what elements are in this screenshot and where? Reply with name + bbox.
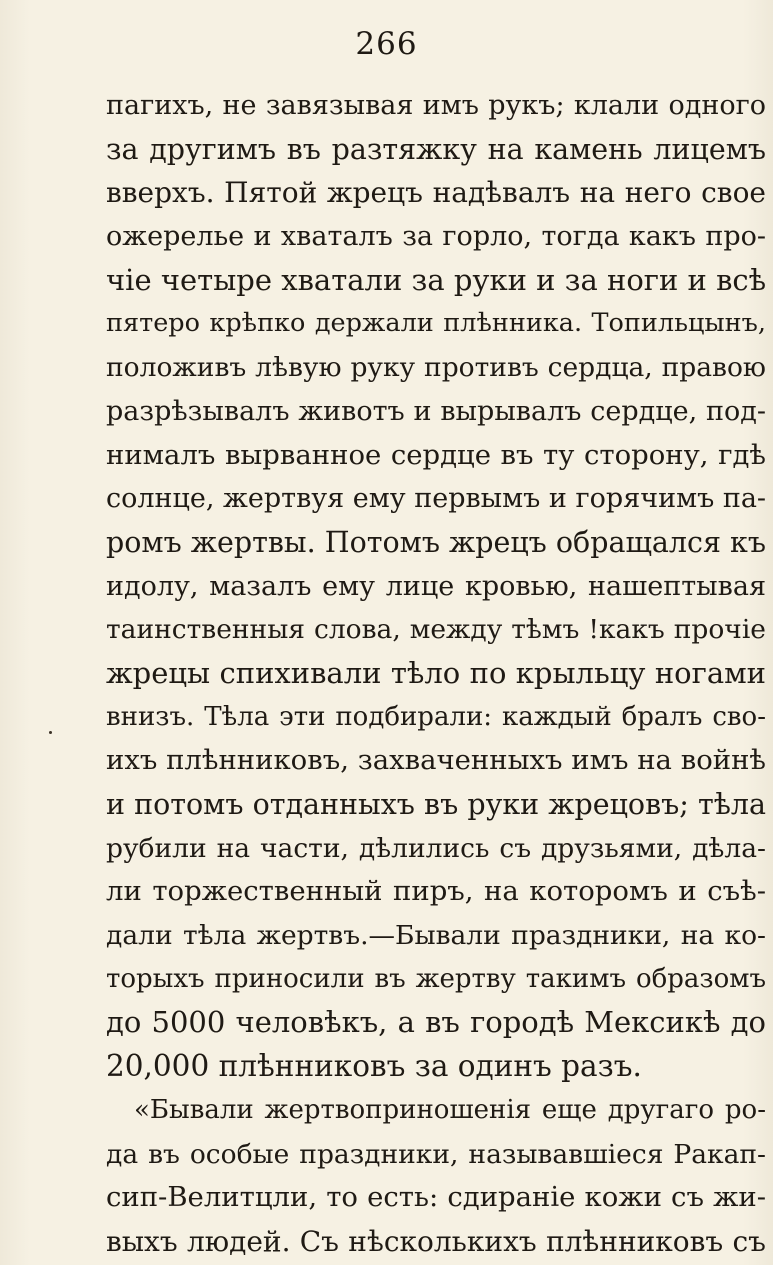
- text-line: разрѣзывалъ животъ и вырывалъ сердце, под-: [106, 395, 766, 427]
- text-line: за другимъ въ разтяжку на камень лицемъ: [106, 132, 766, 166]
- text-line: нималъ вырванное сердце въ ту сторону, гдѣ: [106, 438, 766, 471]
- text-line: пятеро крѣпко держали плѣнника. Топильцынъ,: [106, 308, 766, 339]
- text-line: выхъ людей. Съ нѣсколькихъ плѣнниковъ съ: [106, 1224, 766, 1258]
- text-line: солнце, жертвуя ему первымъ и горячимъ па-: [106, 483, 766, 515]
- text-line: вверхъ. Пятой жрецъ надѣвалъ на него свое: [106, 176, 766, 210]
- text-line: ожерелье и хваталъ за горло, тогда какъ про-: [106, 221, 766, 253]
- text-line: и потомъ отданныхъ въ руки жрецовъ; тѣла: [106, 788, 766, 821]
- text-line: жрецы спихивали тѣло по крыльцу ногами: [106, 655, 766, 690]
- text-line: внизъ. Тѣла эти подбирали: каждый бралъ сво-: [106, 701, 766, 732]
- ink-speck: [49, 731, 52, 734]
- page-number: 266: [355, 26, 418, 62]
- text-line: торыхъ приносили въ жертву такимъ образомъ: [106, 963, 766, 994]
- text-line: чіе четыре хватали за руки и за ноги и всѣ: [106, 262, 766, 297]
- body-text: [106, 84, 766, 1264]
- paragraph-end-line: 20,000 плѣнниковъ за одинъ разъ.: [106, 1049, 642, 1084]
- text-line: положивъ лѣвую руку противъ сердца, правою: [106, 352, 766, 384]
- text-line: дали тѣла жертвъ.—Бывали праздники, на ко-: [106, 920, 766, 952]
- text-line: до 5000 человѣкъ, а въ городѣ Мексикѣ до: [106, 1005, 766, 1040]
- text-line: ихъ плѣнниковъ, захваченныхъ имъ на войнѣ: [106, 744, 766, 777]
- text-line: ли торжественный пиръ, на которомъ и съѣ-: [106, 875, 766, 908]
- paragraph-start-line: «Бывали жертвоприношенія еще другаго ро-: [134, 1094, 766, 1125]
- text-line: пагихъ, не завязывая имъ рукъ; клали одного: [106, 90, 766, 121]
- text-line: таинственныя слова, между тѣмъ !какъ прочіе: [106, 614, 766, 646]
- text-line: идолу, мазалъ ему лице кровью, нашептывая: [106, 570, 766, 602]
- text-line: рубили на части, дѣлились съ друзьями, дѣла-: [106, 832, 766, 864]
- text-line: сип-Велитцли, то есть: сдираніе кожи съ жи-: [106, 1181, 766, 1214]
- text-line: да въ особые праздники, называвшіеся Ракап-: [106, 1138, 766, 1170]
- text-line: ромъ жертвы. Потомъ жрецъ обращался къ: [106, 525, 766, 559]
